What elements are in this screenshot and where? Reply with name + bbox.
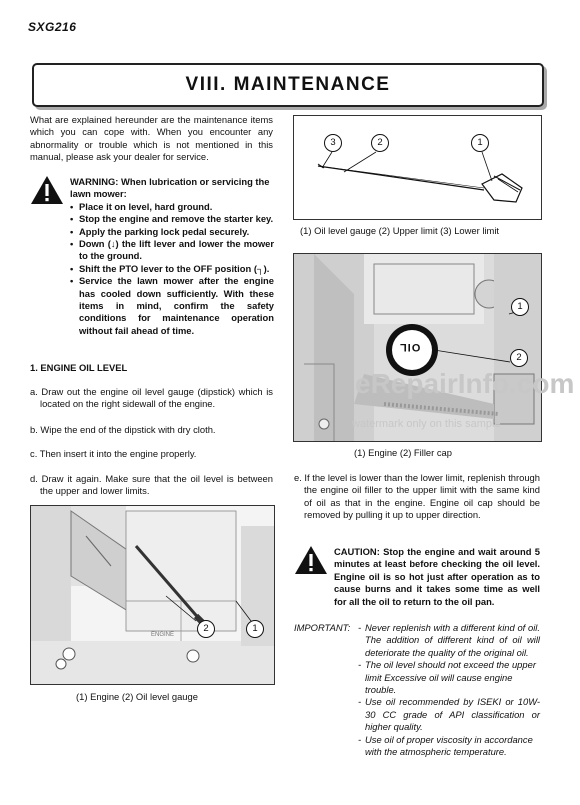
warning-item: • Stop the engine and remove the starter key. (70, 213, 274, 225)
dipstick-figure (293, 115, 542, 220)
svg-text:ENGINE: ENGINE (151, 632, 175, 638)
callout-3: 3 (324, 134, 342, 152)
callout-2: 2 (371, 134, 389, 152)
dipstick-illustration (294, 116, 541, 219)
callout-2: 2 (197, 620, 215, 638)
warning-list (70, 201, 274, 337)
caution-icon (294, 545, 328, 575)
dipstick-caption: (1) Oil level gauge (2) Upper limit (3) Lower limit (300, 225, 500, 236)
important-label: IMPORTANT: (294, 622, 351, 633)
watermark-main: eRepairInfo.com (355, 368, 575, 399)
warning-item: • Down (↓) the lift lever and lower the mower to the ground. (70, 238, 274, 263)
engine-gauge-caption: (1) Engine (2) Oil level gauge (76, 691, 198, 702)
callout-1: 1 (246, 620, 264, 638)
important-item: - Use oil recommended by ISEKI or 10W-30 CC grade of API classification or higher quality. (358, 696, 540, 733)
warning-item: • Service the lawn mower after the engine has cooled down sufficiently. With these items in mind, confirm the safety conditions for maintenance operation without fail ahead of time. (70, 275, 274, 337)
warning-icon (30, 175, 64, 205)
model-code: SXG216 (28, 20, 77, 34)
important-block (358, 622, 540, 758)
step-a: a. Draw out the engine oil level gauge (dipstick) which is located on the right sidewall of the engine. (30, 386, 273, 410)
callout-1: 1 (471, 134, 489, 152)
engine-gauge-illustration (31, 506, 274, 684)
warning-item: • Place it on level, hard ground. (70, 201, 274, 213)
filler-cap-caption: (1) Engine (2) Filler cap (354, 447, 452, 458)
important-list (358, 622, 540, 758)
important-item: - Use oil of proper viscosity in accordance with the atmospheric temperature. (358, 734, 540, 759)
engine-gauge-figure (30, 505, 275, 685)
intro-paragraph: What are explained hereunder are the maintenance items which you can cope with. When you encounter any abnormality or trouble which is not mentioned in this manual, please ask your dealer for service. (30, 114, 273, 163)
section-title: VIII. MAINTENANCE (185, 74, 391, 95)
callout-1: 1 (511, 298, 529, 316)
oil-level-heading: 1. ENGINE OIL LEVEL (30, 362, 128, 373)
warning-block (70, 176, 274, 337)
step-c: c. Then insert it into the engine properly. (30, 448, 197, 459)
caution-text: CAUTION: Stop the engine and wait around 5 minutes at least before checking the oil level. Engine oil is so hot just after operation as to cause burns and it takes some time as well for all the oil to return to the oil pan. (334, 546, 540, 607)
watermark-sub: watermark only on this sample (352, 418, 501, 430)
step-d: d. Draw it again. Make sure that the oil level is between the upper and lower limits. (30, 473, 273, 497)
important-item: - Never replenish with a different kind of oil. The addition of different kind of oil will deteriorate the quality of the original oil. (358, 622, 540, 659)
filler-cap-figure (293, 253, 542, 442)
section-title-box (32, 63, 544, 107)
warning-heading: WARNING: When lubrication or servicing the lawn mower: (70, 176, 270, 200)
step-b: b. Wipe the end of the dipstick with dry cloth. (30, 424, 216, 435)
cap-label: OIL (399, 341, 421, 353)
warning-item: • Shift the PTO lever to the OFF position (┐). (70, 263, 274, 275)
warning-item: • Apply the parking lock pedal securely. (70, 226, 274, 238)
important-item: - The oil level should not exceed the upper limit Excessive oil will cause engine trouble. (358, 659, 540, 696)
callout-2: 2 (510, 349, 528, 367)
step-e: e. If the level is lower than the lower limit, replenish through the engine oil filler to the upper limit with the same kind of oil as that in the engine. Engine oil cap should be removed by pulling it up to upper direction. (294, 472, 540, 521)
